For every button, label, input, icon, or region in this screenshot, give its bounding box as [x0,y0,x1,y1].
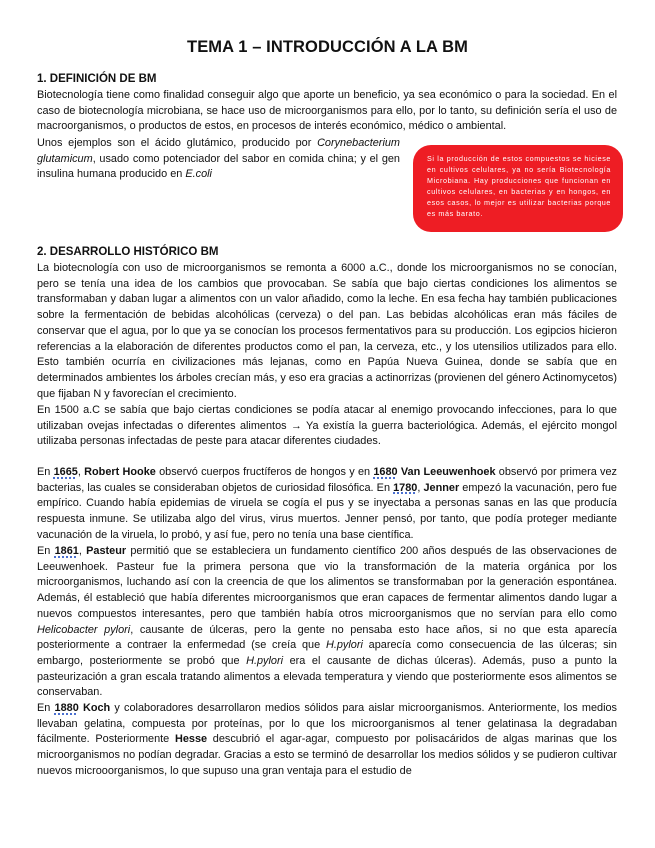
history-paragraph-4: En 1861, Pasteur permitió que se estableciera un fundamento científico 200 años después de las observaciones de Leeuwenhoek. Pasteur fue la primera persona que vio la transformación de la materia orgánica por los microorganismos, luchando así con la creencia de que los alimentos se transformaban por la generación espontánea. Además, él estableció que había diferentes microorganismos que eran capaces de fermentar alimentos dando lugar a nuevos compuestos interesantes, pero que también había otros microorganismos que no servían para ello como Helicobacter pylori, causante de úlceras, pero la gente no pensaba esto hace años, si no que esta aparecía posteriormente a contraer la enfermedad (se creía que H.pylori aparecía como consecuencia de las úlceras; sin embargo, posteriormente se probó que H.pylori era el causante de dichas úlceras). Además, puso a punto la pasteurización a gran escala tratando alimentos a elevada temperatura y viendo que posteriormente esos alimentos se conservaban. [37,545,617,699]
red-side-note: Si la producción de estos compuestos se hiciese en cultivos celulares, ya no sería Biotecnología Microbiana. Hay producciones que funcionan en cultivos celulares, en bacterias y en hongos, en esos casos, lo mejor es utilizar bacterias porque es más barato. [413,145,623,232]
year-1665: 1665 [53,466,78,478]
section-1-heading: 1. DEFINICIÓN DE BM [37,73,157,85]
name-pasteur: Pasteur [86,545,127,557]
year-1880: 1880 [54,702,79,714]
history-paragraph-5: En 1880 Koch y colaboradores desarrollaron medios sólidos para aislar microorganismos. Anteriormente, los medios llevaban gelatina, compuesta por proteínas, por lo que los microorganismos al tener gelatinasa la degradaban fácilmente. Posteriormente Hesse descubrió el agar-agar, compuesto por polisacáridos de algas marinas que los microorganismos no podían degradar. Gracias a esto se terminó de desarrollar los medios sólidos y se pudieron cultivar nuevos microoorganismos, lo que supuso una gran ventaja para el estudio de [37,702,618,777]
examples-text-2: , usado como potenciador del sabor en comida china; y el gen insulina humana producido en [37,152,400,181]
name-hesse: Hesse [174,733,208,746]
section-2-heading: 2. DESARROLLO HISTÓRICO BM [37,246,219,258]
year-1680: 1680 [373,466,398,478]
history-paragraph-2: En 1500 a.C se sabía que bajo ciertas condiciones se podía atacar al enemigo provocando infecciones, para lo que utilizaban ovejas infectadas o diferentes alimentos → Ya existía la guerra bacteriológica. Además, el ejército mongol utilizaba personas infectadas de peste para atacar diferentes ciudades. [37,404,617,448]
ecoli-name: E.coli [185,168,212,181]
year-1861: 1861 [54,545,79,557]
helicobacter-name: Helicobacter pylori [37,623,131,636]
examples-text-1: Unos ejemplos son el ácido glutámico, producido por [37,137,318,149]
name-jenner: Jenner [423,481,460,494]
page-title: TEMA 1 – INTRODUCCIÓN A LA BM [187,38,468,56]
definition-text: Biotecnología tiene como finalidad conseguir algo que aporte un beneficio, ya sea económico o para la sociedad. En el caso de biotecnología microbiana, se hace uso de microorganismos para ello, por lo tanto, su definición sería el uso de macroorganismos, o productos de estos, en procesos de interés económico, médico o ambiental. [37,89,617,133]
name-koch: Koch [82,702,111,714]
history-paragraph-1: La biotecnología con uso de microorganismos se remonta a 6000 a.C., donde los microorganismos no se conocían, pero se tenía una idea de los cambios que provocaban. Se sabía que bajo ciertas condiciones los alimentos se transformaban y daban lugar a alimentos con un valor añadido, como la leche. En esa fecha hay también publicaciones sobre la fermentación de bebidas alcohólicas (cerveza) o del pan. Las bebidas alcohólicas eran más fáciles de conservar que el agua, por lo que ya se conocían los procesos fermentativos para su producción. Los egipcios hicieron referencias a la elaboración de diferentes productos como el pan, la cerveza, etc., y los utensilios utilizados para ello. Esto también ocurría en civilizaciones más lejanas, como en Papúa Nueva Guinea, donde se sabía que en determinados ambientes los árboles crecían más, y eso era gracias a actinorrizas (provienen del género Actinomycetos) que fijaban N y favorecían el crecimiento. [37,262,617,400]
name-hooke: Robert Hooke [84,466,156,478]
year-1780: 1780 [393,481,418,494]
name-leeuwenhoek: Van Leeuwenhoek [400,466,496,478]
examples-paragraph [37,136,400,183]
history-paragraph-3: En 1665, Robert Hooke observó cuerpos fructíferos de hongos y en 1680 Van Leeuwenhoek observó por primera vez bacterias, las cuales se consideraban objetos de curiosidad filosófica. En 1780, Jenner empezó la vacunación, pero fue empírico. Cuando había epidemias de viruela se cogía el pus y se inyectaba a personas sanas en las que producía respuesta inmune. Se utilizaba algo del virus, virus muertos. Jenner pensó, por tanto, que podía proteger mediante vacunación de la viruela, lo probó, y así fue, pero no tenía una base científica. [37,466,617,541]
species-name: Corynebacterium glutamicum [37,137,400,165]
hpylori-name-1: H.pylori [325,639,363,652]
hpylori-name-2: H.pylori [246,654,284,667]
definition-paragraph [37,88,617,135]
